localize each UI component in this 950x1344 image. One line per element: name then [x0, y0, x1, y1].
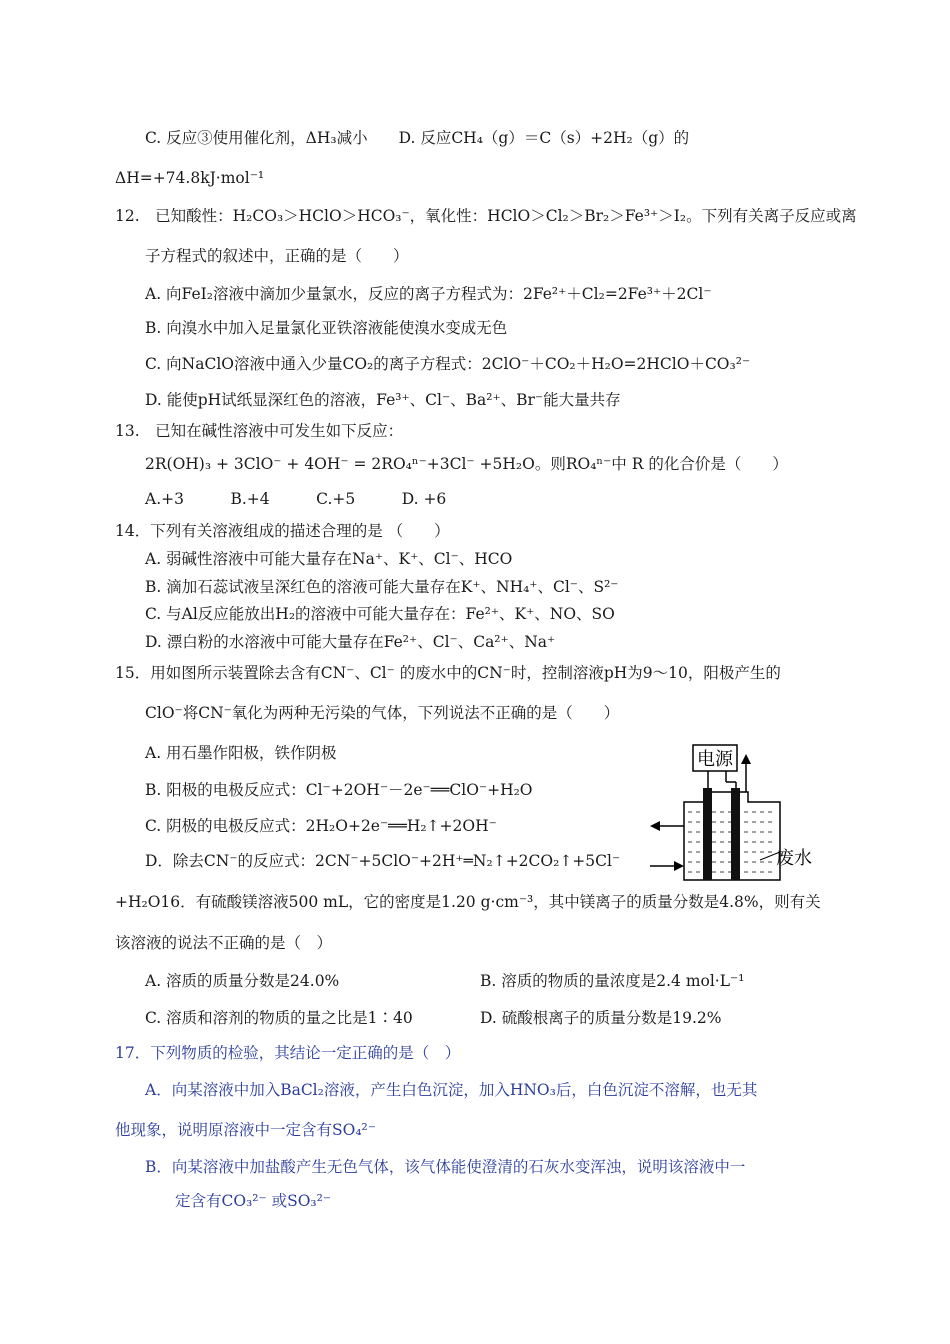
waste-label: 废水: [776, 848, 812, 868]
q15-stem-cont: ClO⁻将CN⁻氧化为两种无污染的气体，下列说法不正确的是（ ）: [145, 704, 620, 722]
q17-option-a: A．向某溶液中加入BaCl₂溶液，产生白色沉淀，加入HNO₃后，白色沉淀不溶解，也无其: [145, 1081, 758, 1099]
q14-option-d: D. 漂白粉的水溶液中可能大量存在Fe²⁺、Cl⁻、Ca²⁺、Na⁺: [145, 633, 556, 651]
q17-option-a-cont: 他现象，说明原溶液中一定含有SO₄²⁻: [115, 1121, 376, 1139]
power-label: 电源: [697, 749, 733, 769]
q15-option-a: A. 用石墨作阳极，铁作阴极: [145, 744, 337, 762]
electrode-right: [731, 788, 740, 880]
q12-option-b: B. 向溴水中加入足量氯化亚铁溶液能使溴水变成无色: [145, 319, 508, 337]
q13-equation: 2R(OH)₃ + 3ClO⁻ + 4OH⁻ = 2RO₄ⁿ⁻+3Cl⁻ +5H₂O。则RO₄ⁿ⁻中 R 的化合价是（ ）: [145, 455, 788, 473]
q16-stem: +H₂O16．有硫酸镁溶液500 mL，它的密度是1.20 g·cm⁻³，其中镁离子的质量分数是4.8%，则有关: [115, 893, 821, 911]
q12-option-c: C. 向NaClO溶液中通入少量CO₂的离子方程式：2ClO⁻＋CO₂＋H₂O=2HClO＋CO₃²⁻: [145, 355, 751, 373]
q12-option-a: A. 向FeI₂溶液中滴加少量氯水，反应的离子方程式为：2Fe²⁺＋Cl₂=2Fe³⁺＋2Cl⁻: [145, 285, 712, 303]
q16-stem-cont: 该溶液的说法不正确的是（ ）: [115, 934, 333, 952]
line-11c: C. 反应③使用催化剂，ΔH₃减小 D. 反应CH₄（g）＝C（s）+2H₂（g）的: [145, 129, 690, 147]
q15-stem: 15．用如图所示装置除去含有CN⁻、Cl⁻ 的废水中的CN⁻时，控制溶液pH为9～10，阳极产生的: [115, 664, 781, 682]
q16-option-b: B. 溶质的物质的量浓度是2.4 mol·L⁻¹: [480, 972, 745, 990]
q13-options: A.+3 B.+4 C.+5 D. +6: [145, 490, 447, 508]
q12-option-d: D. 能使pH试纸显深红色的溶液，Fe³⁺、Cl⁻、Ba²⁺、Br⁻能大量共存: [145, 391, 621, 409]
q13-stem: 13. 已知在碱性溶液中可发生如下反应：: [115, 422, 404, 440]
q16-option-d: D. 硫酸根离子的质量分数是19.2%: [480, 1009, 722, 1027]
q16-option-c: C. 溶质和溶剂的物质的量之比是1∶40: [145, 1009, 413, 1027]
electrolysis-diagram: [648, 742, 812, 887]
q15-option-c: C. 阴极的电极反应式：2H₂O+2e⁻══H₂↑+2OH⁻: [145, 817, 497, 835]
q14-option-b: B. 滴加石蕊试液呈深红色的溶液可能大量存在K⁺、NH₄⁺、Cl⁻、S²⁻: [145, 578, 619, 596]
q14-option-a: A. 弱碱性溶液中可能大量存在Na⁺、K⁺、Cl⁻、HCO: [145, 550, 513, 568]
q15-option-b: B. 阳极的电极反应式：Cl⁻+2OH⁻－2e⁻══ClO⁻+H₂O: [145, 781, 533, 799]
q12-stem-cont: 子方程式的叙述中，正确的是（ ）: [145, 247, 409, 265]
q14-stem: 14．下列有关溶液组成的描述合理的是 （ ）: [115, 522, 450, 540]
q16-option-a: A. 溶质的质量分数是24.0%: [145, 972, 340, 990]
q17-option-b-cont: 定含有CO₃²⁻ 或SO₃²⁻: [175, 1192, 332, 1210]
q17-stem: 17．下列物质的检验，其结论一定正确的是（ ）: [115, 1044, 461, 1062]
q15-option-d: D．除去CN⁻的反应式：2CN⁻+5ClO⁻+2H⁺═N₂↑+2CO₂↑+5Cl⁻: [145, 852, 621, 870]
q12-stem: 12. 已知酸性：H₂CO₃＞HClO＞HCO₃⁻，氧化性：HClO＞Cl₂＞Br₂＞Fe³⁺＞I₂。下列有关离子反应或离: [115, 207, 857, 225]
q14-option-c: C. 与Al反应能放出H₂的溶液中可能大量存在：Fe²⁺、K⁺、NO、SO: [145, 605, 615, 623]
line-11d-cont: ΔH=+74.8kJ·mol⁻¹: [115, 169, 265, 187]
electrode-left: [703, 788, 712, 880]
q17-option-b: B．向某溶液中加盐酸产生无色气体，该气体能使澄清的石灰水变浑浊，说明该溶液中一: [145, 1158, 746, 1176]
